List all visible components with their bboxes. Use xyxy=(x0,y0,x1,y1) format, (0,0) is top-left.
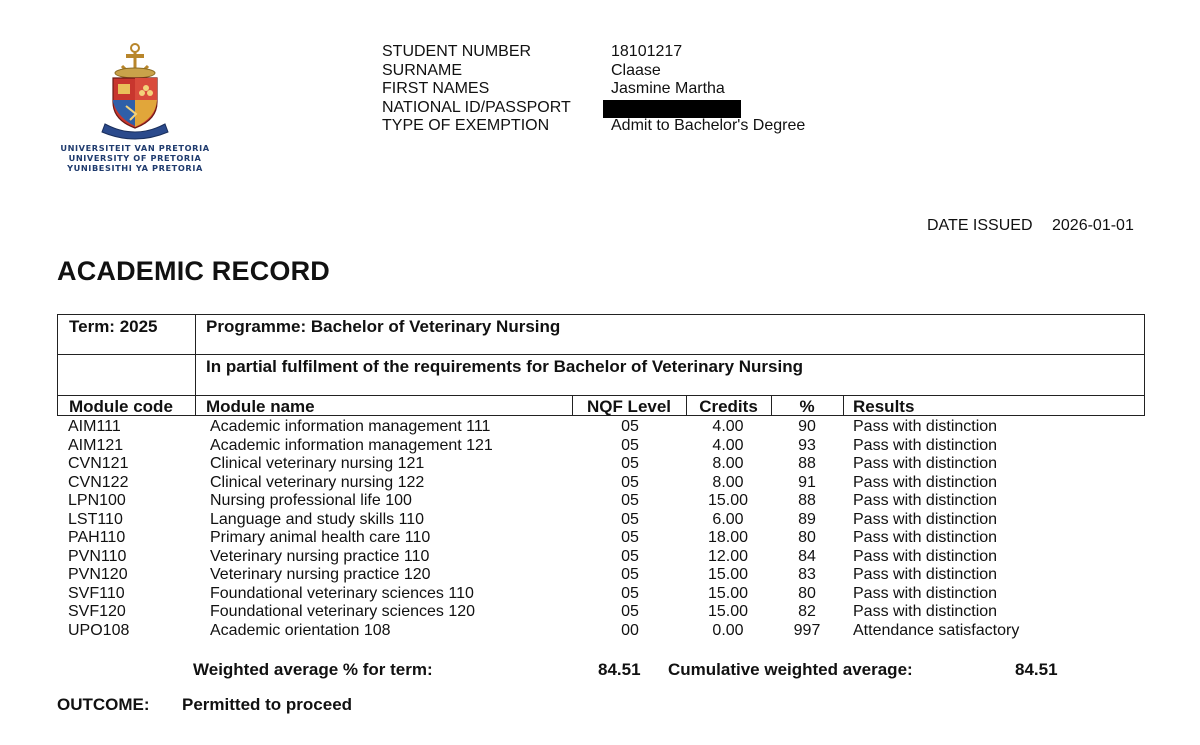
nqf-level: 00 xyxy=(621,621,639,639)
table-row xyxy=(0,622,1200,641)
nqf-level: 05 xyxy=(621,529,639,546)
module-name: Language and study skills 110 xyxy=(210,510,425,528)
module-name: Foundational veterinary sciences 120 xyxy=(210,603,476,620)
module-name: Foundational veterinary sciences 110 xyxy=(210,584,474,602)
module-code: LPN100 xyxy=(68,492,126,509)
percent: 82 xyxy=(798,603,816,620)
header-percent: % xyxy=(799,397,815,416)
table-row xyxy=(0,437,1200,456)
percent: 88 xyxy=(798,455,816,472)
result: Pass with distinction xyxy=(853,436,998,454)
result: Pass with distinction xyxy=(853,584,998,602)
result: Pass with distinction xyxy=(853,547,998,565)
table-row xyxy=(0,566,1200,585)
redacted-id xyxy=(603,100,741,118)
nqf-level: 05 xyxy=(621,547,639,565)
module-code: CVN122 xyxy=(68,473,129,491)
module-code: CVN121 xyxy=(68,455,129,472)
nqf-level: 05 xyxy=(621,455,639,472)
surname-label: SURNAME xyxy=(382,62,463,79)
surname: Claase xyxy=(611,62,661,79)
table-row xyxy=(0,529,1200,548)
credits: 8.00 xyxy=(712,473,744,491)
credits: 0.00 xyxy=(712,621,744,639)
module-name: Clinical veterinary nursing 122 xyxy=(210,473,425,491)
outcome: Permitted to proceed xyxy=(182,695,353,714)
divider xyxy=(843,395,844,416)
credits: 15.00 xyxy=(707,566,749,583)
student-number-label: STUDENT NUMBER xyxy=(382,43,532,60)
credits: 12.00 xyxy=(707,547,749,565)
cumulative-average-label: Cumulative weighted average: xyxy=(668,660,913,679)
university-name-sepedi: YUNIBESITHI YA PRETORIA xyxy=(67,163,203,173)
result: Pass with distinction xyxy=(853,473,998,491)
nqf-level: 05 xyxy=(621,473,639,491)
university-logo xyxy=(60,40,210,180)
fulfilment-statement: In partial fulfilment of the requirements for Bachelor of Veterinary Nursing xyxy=(206,357,803,376)
first-names: Jasmine Martha xyxy=(611,80,725,97)
percent: 80 xyxy=(798,584,816,602)
module-name: Primary animal health care 110 xyxy=(210,529,431,546)
header-module-code: Module code xyxy=(69,397,173,416)
module-code: SVF120 xyxy=(68,603,126,620)
nqf-level: 05 xyxy=(621,584,639,602)
percent: 89 xyxy=(798,510,816,528)
exemption-type: Admit to Bachelor's Degree xyxy=(611,117,806,134)
cumulative-average: 84.51 xyxy=(1015,660,1058,679)
header-nqf-level: NQF Level xyxy=(586,397,672,416)
nqf-level: 05 xyxy=(621,510,639,528)
table-row xyxy=(0,455,1200,474)
exemption-label: TYPE OF EXEMPTION xyxy=(382,117,550,134)
divider xyxy=(57,395,1145,396)
module-name: Nursing professional life 100 xyxy=(210,492,412,509)
term: Term: 2025 xyxy=(69,317,158,336)
module-code: AIM111 xyxy=(68,418,121,435)
credits: 6.00 xyxy=(712,510,744,528)
divider xyxy=(195,314,196,416)
page-title: ACADEMIC RECORD xyxy=(57,256,330,286)
nqf-level: 05 xyxy=(621,418,639,435)
national-id-label: NATIONAL ID/PASSPORT xyxy=(382,99,571,116)
credits: 4.00 xyxy=(712,418,744,435)
module-code: SVF110 xyxy=(68,584,125,602)
nqf-level: 05 xyxy=(621,566,639,583)
outcome-label: OUTCOME: xyxy=(57,695,150,714)
module-code: PVN120 xyxy=(68,566,128,583)
nqf-level: 05 xyxy=(621,603,639,620)
crest-icon xyxy=(60,40,210,140)
result: Attendance satisfactory xyxy=(853,621,1020,639)
credits: 4.00 xyxy=(712,436,744,454)
percent: 84 xyxy=(798,547,816,565)
header-results: Results xyxy=(853,397,915,416)
result: Pass with distinction xyxy=(853,492,998,509)
result: Pass with distinction xyxy=(853,510,998,528)
credits: 15.00 xyxy=(707,584,749,602)
percent: 80 xyxy=(798,529,816,546)
module-name: Academic information management 121 xyxy=(210,436,493,454)
table-row xyxy=(0,418,1200,437)
table-row xyxy=(0,511,1200,530)
table-row xyxy=(0,585,1200,604)
result: Pass with distinction xyxy=(853,603,998,620)
result: Pass with distinction xyxy=(853,566,998,583)
table-row xyxy=(0,548,1200,567)
percent: 88 xyxy=(798,492,816,509)
module-code: LST110 xyxy=(68,510,123,528)
result: Pass with distinction xyxy=(853,418,998,435)
module-code: PAH110 xyxy=(68,529,126,546)
percent: 93 xyxy=(798,436,816,454)
module-name: Veterinary nursing practice 120 xyxy=(210,566,431,583)
credits: 15.00 xyxy=(707,603,749,620)
student-number: 18101217 xyxy=(611,43,683,60)
credits: 8.00 xyxy=(712,455,744,472)
module-name: Academic information management 111 xyxy=(210,418,491,435)
date-issued-label: DATE ISSUED xyxy=(927,217,1033,234)
module-name: Veterinary nursing practice 110 xyxy=(210,547,430,565)
programme: Programme: Bachelor of Veterinary Nursing xyxy=(206,317,561,336)
percent: 997 xyxy=(793,621,821,639)
result: Pass with distinction xyxy=(853,529,998,546)
divider xyxy=(57,354,1145,355)
percent: 83 xyxy=(798,566,816,583)
percent: 91 xyxy=(798,473,816,491)
table-row xyxy=(0,474,1200,493)
result: Pass with distinction xyxy=(853,455,998,472)
module-code: UPO108 xyxy=(68,621,130,639)
first-names-label: FIRST NAMES xyxy=(382,80,490,97)
nqf-level: 05 xyxy=(621,492,639,509)
credits: 18.00 xyxy=(707,529,749,546)
module-code: PVN110 xyxy=(68,547,127,565)
date-issued: 2026-01-01 xyxy=(1052,217,1134,234)
percent: 90 xyxy=(798,418,816,435)
term-average: 84.51 xyxy=(598,660,641,679)
nqf-level: 05 xyxy=(621,436,639,454)
university-name-english: UNIVERSITY OF PRETORIA xyxy=(68,153,202,163)
header-credits: Credits xyxy=(699,397,758,416)
module-code: AIM121 xyxy=(68,436,124,454)
header-module-name: Module name xyxy=(206,397,315,416)
module-name: Clinical veterinary nursing 121 xyxy=(210,455,425,472)
module-name: Academic orientation 108 xyxy=(210,621,391,639)
table-row xyxy=(0,603,1200,622)
term-average-label: Weighted average % for term: xyxy=(193,660,433,679)
credits: 15.00 xyxy=(707,492,749,509)
university-name-afrikaans: UNIVERSITEIT VAN PRETORIA xyxy=(60,143,210,153)
table-row xyxy=(0,492,1200,511)
